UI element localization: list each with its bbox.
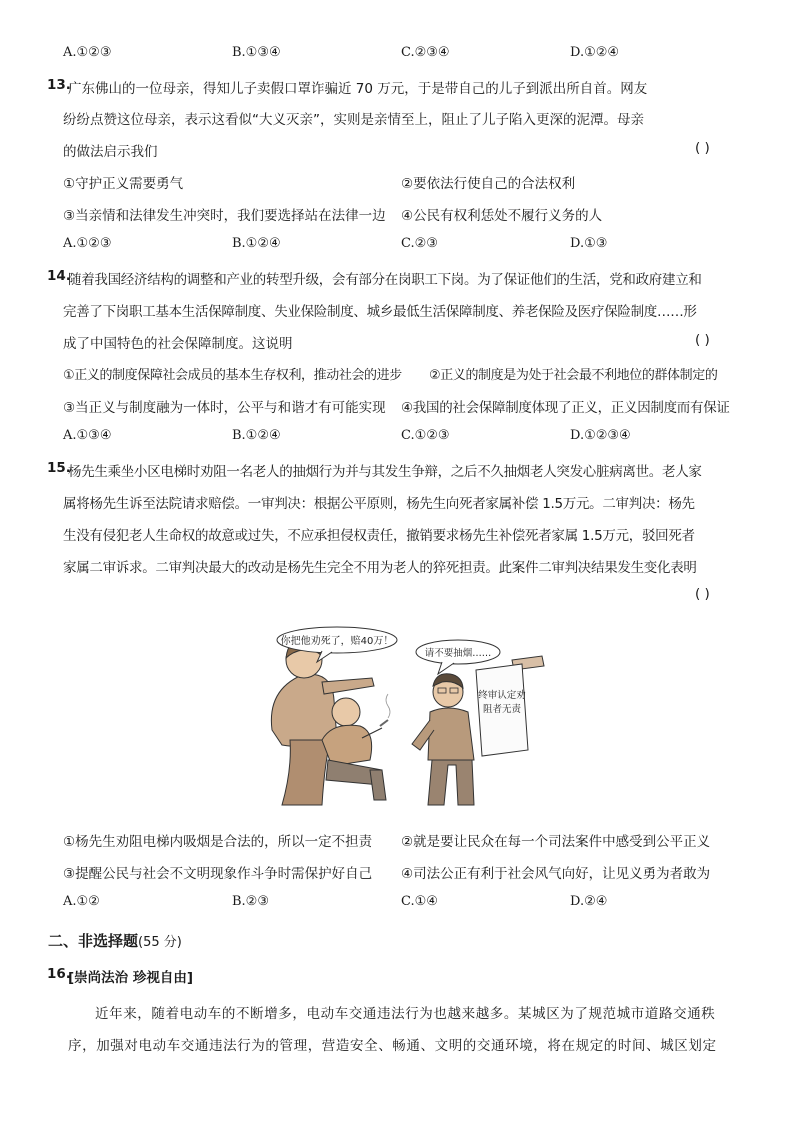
q14-item-2: ②正义的制度是为处于社会最不利地位的群体制定的 <box>429 368 718 383</box>
paper-text-line1: 终审认定劝 <box>478 690 526 701</box>
q13-option-a: A.①②③ <box>63 236 112 251</box>
q14-option-a: A.①③④ <box>63 428 112 443</box>
q15-stem-line4: 家属二审诉求。二审判决最大的改动是杨先生完全不用为老人的猝死担责。此案件二审判决结果发生变化表明 <box>63 560 697 576</box>
q15-option-a: A.①② <box>63 894 100 909</box>
q15-stem-line1: 杨先生乘坐小区电梯时劝阻一名老人的抽烟行为并与其发生争辩，之后不久抽烟老人突发心脏病离世。老人家 <box>68 464 702 480</box>
q15-stem-line3: 生没有侵犯老人生命权的故意或过失，不应承担侵权责任，撤销要求杨先生补偿死者家属 1.5万元，驳回死者 <box>63 528 695 544</box>
q15-item-4: ④司法公正有利于社会风气向好，让见义勇为者敢为 <box>401 866 711 882</box>
q15-option-b: B.②③ <box>232 894 269 909</box>
q15-stem-line2: 属将杨先生诉至法院请求赔偿。一审判决：根据公平原则，杨先生向死者家属补偿 1.5万元。二审判决：杨先 <box>63 496 695 512</box>
q14-answer-paren: ( ) <box>695 332 710 348</box>
q14-stem-line3: 成了中国特色的社会保障制度。这说明 <box>63 336 293 352</box>
q12-option-a: A.①②③ <box>63 45 112 60</box>
q16-material-line2: 序，加强对电动车交通违法行为的管理，营造安全、畅通、文明的交通环境，将在规定的时间、城区划定 <box>68 1038 717 1054</box>
q15-answer-paren: ( ) <box>695 586 710 602</box>
q15-option-c: C.①④ <box>401 894 438 909</box>
q12-option-b: B.①③④ <box>232 45 281 60</box>
cartoon-illustration <box>262 620 548 810</box>
q15-cartoon <box>262 620 548 810</box>
paper-text-line2: 阻者无责 <box>482 704 522 715</box>
q14-stem-line1: 随着我国经济结构的调整和产业的转型升级，会有部分在岗职工下岗。为了保证他们的生活，党和政府建立和 <box>68 272 702 288</box>
q12-option-c: C.②③④ <box>401 45 450 60</box>
q13-answer-paren: ( ) <box>695 140 710 156</box>
q15-item-3: ③提醒公民与社会不文明现象作斗争时需保护好自己 <box>63 866 373 882</box>
q14-item-1: ①正义的制度保障社会成员的基本生存权利，推动社会的进步 <box>63 368 402 383</box>
q15-option-d: D.②④ <box>570 894 608 909</box>
q14-item-3: ③当正义与制度融为一体时，公平与和谐才有可能实现 <box>63 400 386 416</box>
q13-option-d: D.①③ <box>570 236 608 251</box>
q14-stem-line2: 完善了下岗职工基本生活保障制度、失业保险制度、城乡最低生活保障制度、养老保险及医疗保险制度……形 <box>63 304 697 320</box>
q14-option-b: B.①②④ <box>232 428 281 443</box>
q13-stem-line3: 的做法启示我们 <box>63 144 158 160</box>
section-2-score: (55 分) <box>138 935 182 950</box>
q14-option-d: D.①②③④ <box>570 428 631 443</box>
q12-option-d: D.①②④ <box>570 45 620 60</box>
q14-item-4: ④我国的社会保障制度体现了正义，正义因制度而有保证 <box>401 400 730 416</box>
q14-number: 14. <box>47 268 71 284</box>
q15-item-1: ①杨先生劝阻电梯内吸烟是合法的，所以一定不担责 <box>63 834 373 850</box>
q13-option-b: B.①②④ <box>232 236 281 251</box>
q13-item-4: ④公民有权利恁处不履行义务的人 <box>401 208 603 224</box>
q13-option-c: C.②③ <box>401 236 438 251</box>
section-2-title: 二、非选择题 <box>48 932 139 950</box>
q16-number: 16. <box>47 966 71 982</box>
q16-topic: [崇尚法治 珍视自由] <box>68 970 194 986</box>
q13-item-2: ②要依法行使自己的合法权利 <box>401 176 576 192</box>
q14-option-c: C.①②③ <box>401 428 450 443</box>
q13-stem-line1: 广东佛山的一位母亲，得知儿子卖假口罩诈骗近 70 万元，于是带自己的儿子到派出所自首。网友 <box>68 81 648 97</box>
q13-item-1: ①守护正义需要勇气 <box>63 176 184 192</box>
q15-number: 15. <box>47 460 71 476</box>
bubble-left-text: 你把他劝死了，赔40万！ <box>280 636 394 647</box>
section-2-header <box>48 930 182 951</box>
bubble-right-text: 请不要抽烟…… <box>424 648 492 659</box>
q15-item-2: ②就是要让民众在每一个司法案件中感受到公平正义 <box>401 834 711 850</box>
q16-material-line1: 近年来，随着电动车的不断增多，电动车交通违法行为也越来越多。某城区为了规范城市道路交通秩 <box>95 1006 716 1022</box>
q13-item-3: ③当亲情和法律发生冲突时，我们要选择站在法律一边 <box>63 208 386 224</box>
q13-number: 13. <box>47 77 71 93</box>
q13-stem-line2: 纷纷点赞这位母亲，表示这看似“大义灭亲”，实则是亲情至上，阻止了儿子陷入更深的泥潭。母亲 <box>63 112 644 128</box>
